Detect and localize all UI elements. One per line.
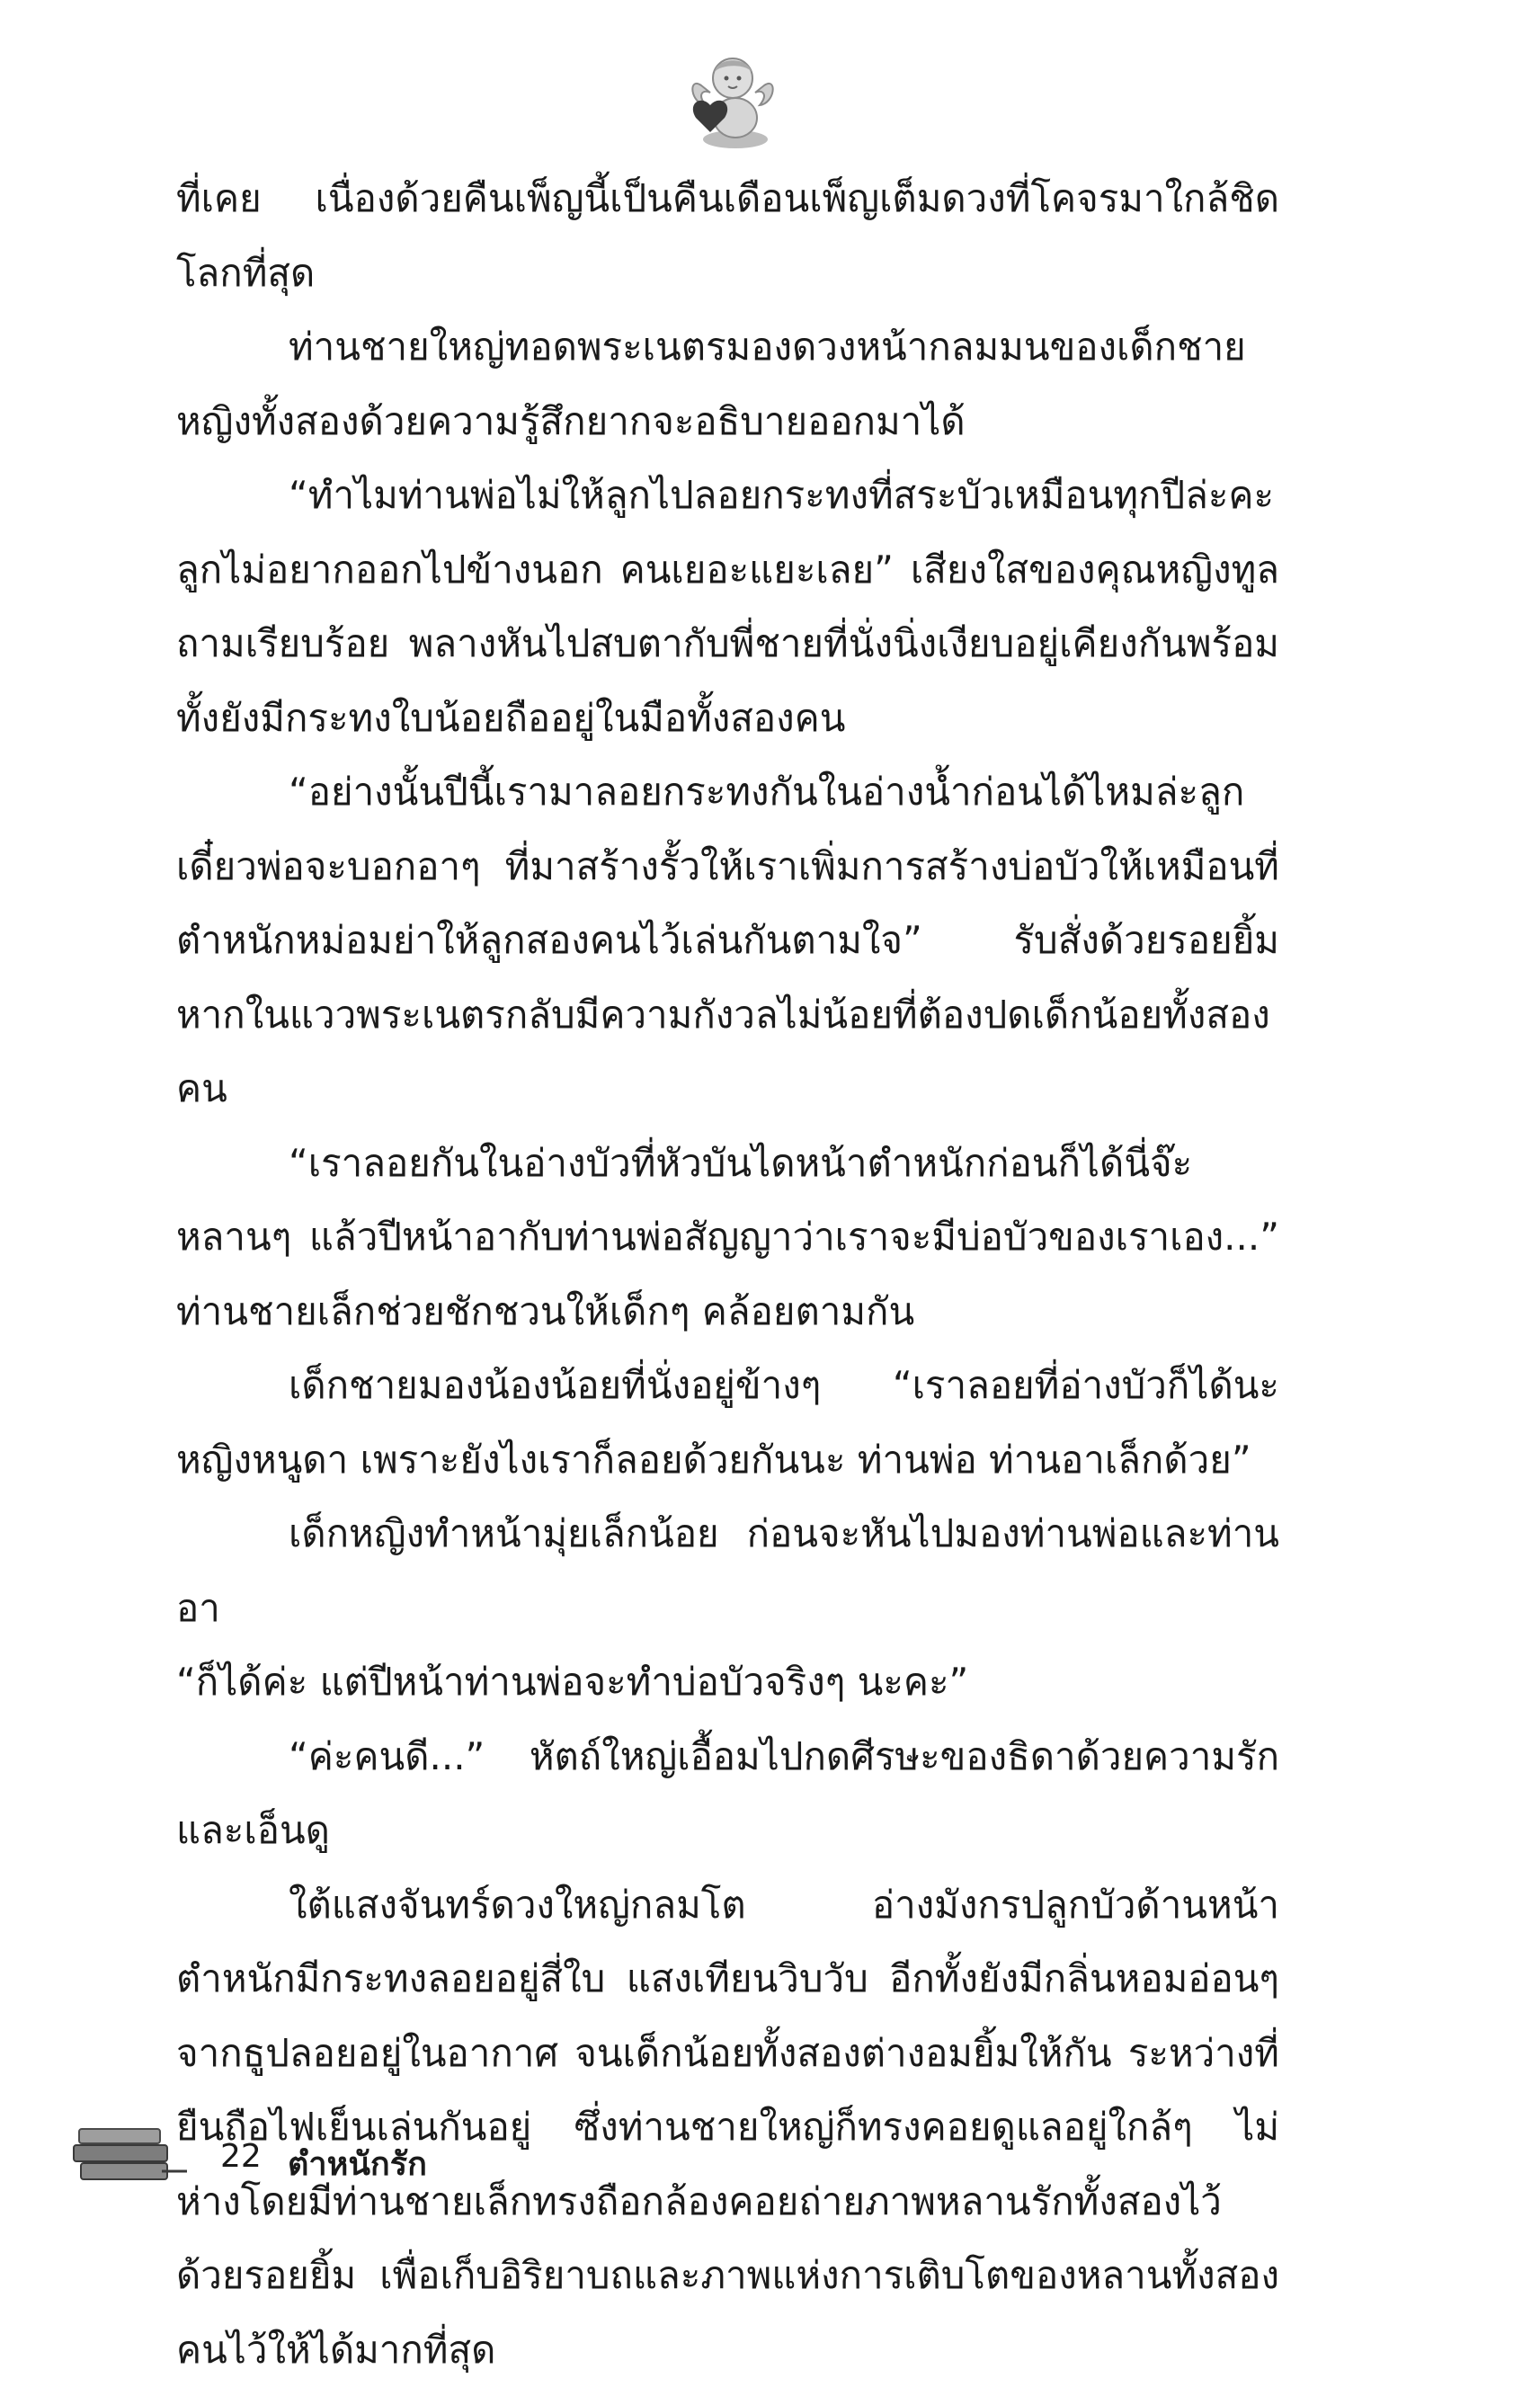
page-footer (72, 2122, 611, 2194)
paragraph: “ทำไมท่านพ่อไม่ให้ลูกไปลอยกระทงที่สระบัวเหมือนทุกปีล่ะคะ ลูกไม่อยากออกไปข้างนอก คนเยอะแยะเลย” เสียงใสของคุณหญิงทูลถามเรียบร้อย พลางหันไปสบตากับพี่ชายที่นั่งนิ่งเงียบอยู่เคียงกันพร้อมทั้งยังมีกระทงใบน้อยถืออยู่ในมือทั้งสองคน (176, 459, 1279, 755)
story-text (176, 162, 1279, 2387)
paragraph: ใต้แสงจันทร์ดวงใหญ่กลมโต อ่างมังกรปลูกบัวด้านหน้าตำหนักมีกระทงลอยอยู่สี่ใบ แสงเทียนวิบวับ อีกทั้งยังมีกลิ่นหอมอ่อนๆ จากธูปลอยอยู่ในอากาศ จนเด็กน้อยทั้งสองต่างอมยิ้มให้กัน ระหว่างที่ยืนถือไฟเย็นเล่นกันอยู่ ซึ่งท่านชายใหญ่ก็ทรงคอยดูแลอยู่ใกล้ๆ ไม่ห่างโดยมีท่านชายเล็กทรงถือกล้องคอยถ่ายภาพหลานรักทั้งสองไว้ด้วยรอยยิ้ม เพื่อเก็บอิริยาบถและภาพแห่งการเติบโตของหลานทั้งสองคนไว้ให้ได้มากที่สุด (176, 1868, 1279, 2387)
paragraph: ท่านชายใหญ่ทอดพระเนตรมองดวงหน้ากลมมนของเด็กชายหญิงทั้งสองด้วยความรู้สึกยากจะอธิบายออกมาได้ (176, 310, 1279, 459)
cherub-with-heart-icon (683, 49, 782, 153)
paragraph: เด็กหญิงทำหน้ามุ่ยเล็กน้อย ก่อนจะหันไปมองท่านพ่อและท่านอา (176, 1497, 1279, 1645)
stacked-books-icon (72, 2122, 189, 2194)
paragraph: ที่เคย เนื่องด้วยคืนเพ็ญนี้เป็นคืนเดือนเพ็ญเต็มดวงที่โคจรมาใกล้ชิดโลกที่สุด (176, 162, 1279, 310)
paragraph: “อย่างนั้นปีนี้เรามาลอยกระทงกันในอ่างน้ำก่อนได้ไหมล่ะลูก เดี๋ยวพ่อจะบอกอาๆ ที่มาสร้างรั้วให้เราเพิ่มการสร้างบ่อบัวให้เหมือนที่ตำหนักหม่อมย่าให้ลูกสองคนไว้เล่นกันตามใจ” รับสั่งด้วยรอยยิ้ม หากในแววพระเนตรกลับมีความกังวลไม่น้อยที่ต้องปดเด็กน้อยทั้งสองคน (176, 755, 1279, 1127)
paragraph: เด็กชายมองน้องน้อยที่นั่งอยู่ข้างๆ “เราลอยที่อ่างบัวก็ได้นะหญิงหนูดา เพราะยังไงเราก็ลอยด้วยกันนะ ท่านพ่อ ท่านอาเล็กด้วย” (176, 1349, 1279, 1497)
paragraph: “ก็ได้ค่ะ แต่ปีหน้าท่านพ่อจะทำบ่อบัวจริงๆ นะคะ” (176, 1645, 1279, 1720)
paragraph: “ค่ะคนดี...” หัตถ์ใหญ่เอื้อมไปกดศีรษะของธิดาด้วยความรักและเอ็นดู (176, 1720, 1279, 1868)
page-number: 22 (220, 2138, 262, 2175)
paragraph: “เราลอยกันในอ่างบัวที่หัวบันไดหน้าตำหนักก่อนก็ได้นี่จ๊ะหลานๆ แล้วปีหน้าอากับท่านพ่อสัญญาว่าเราจะมีบ่อบัวของเราเอง...” ท่านชายเล็กช่วยชักชวนให้เด็กๆ คล้อยตามกัน (176, 1127, 1279, 1349)
book-title: ตำหนักรัก (288, 2138, 427, 2189)
